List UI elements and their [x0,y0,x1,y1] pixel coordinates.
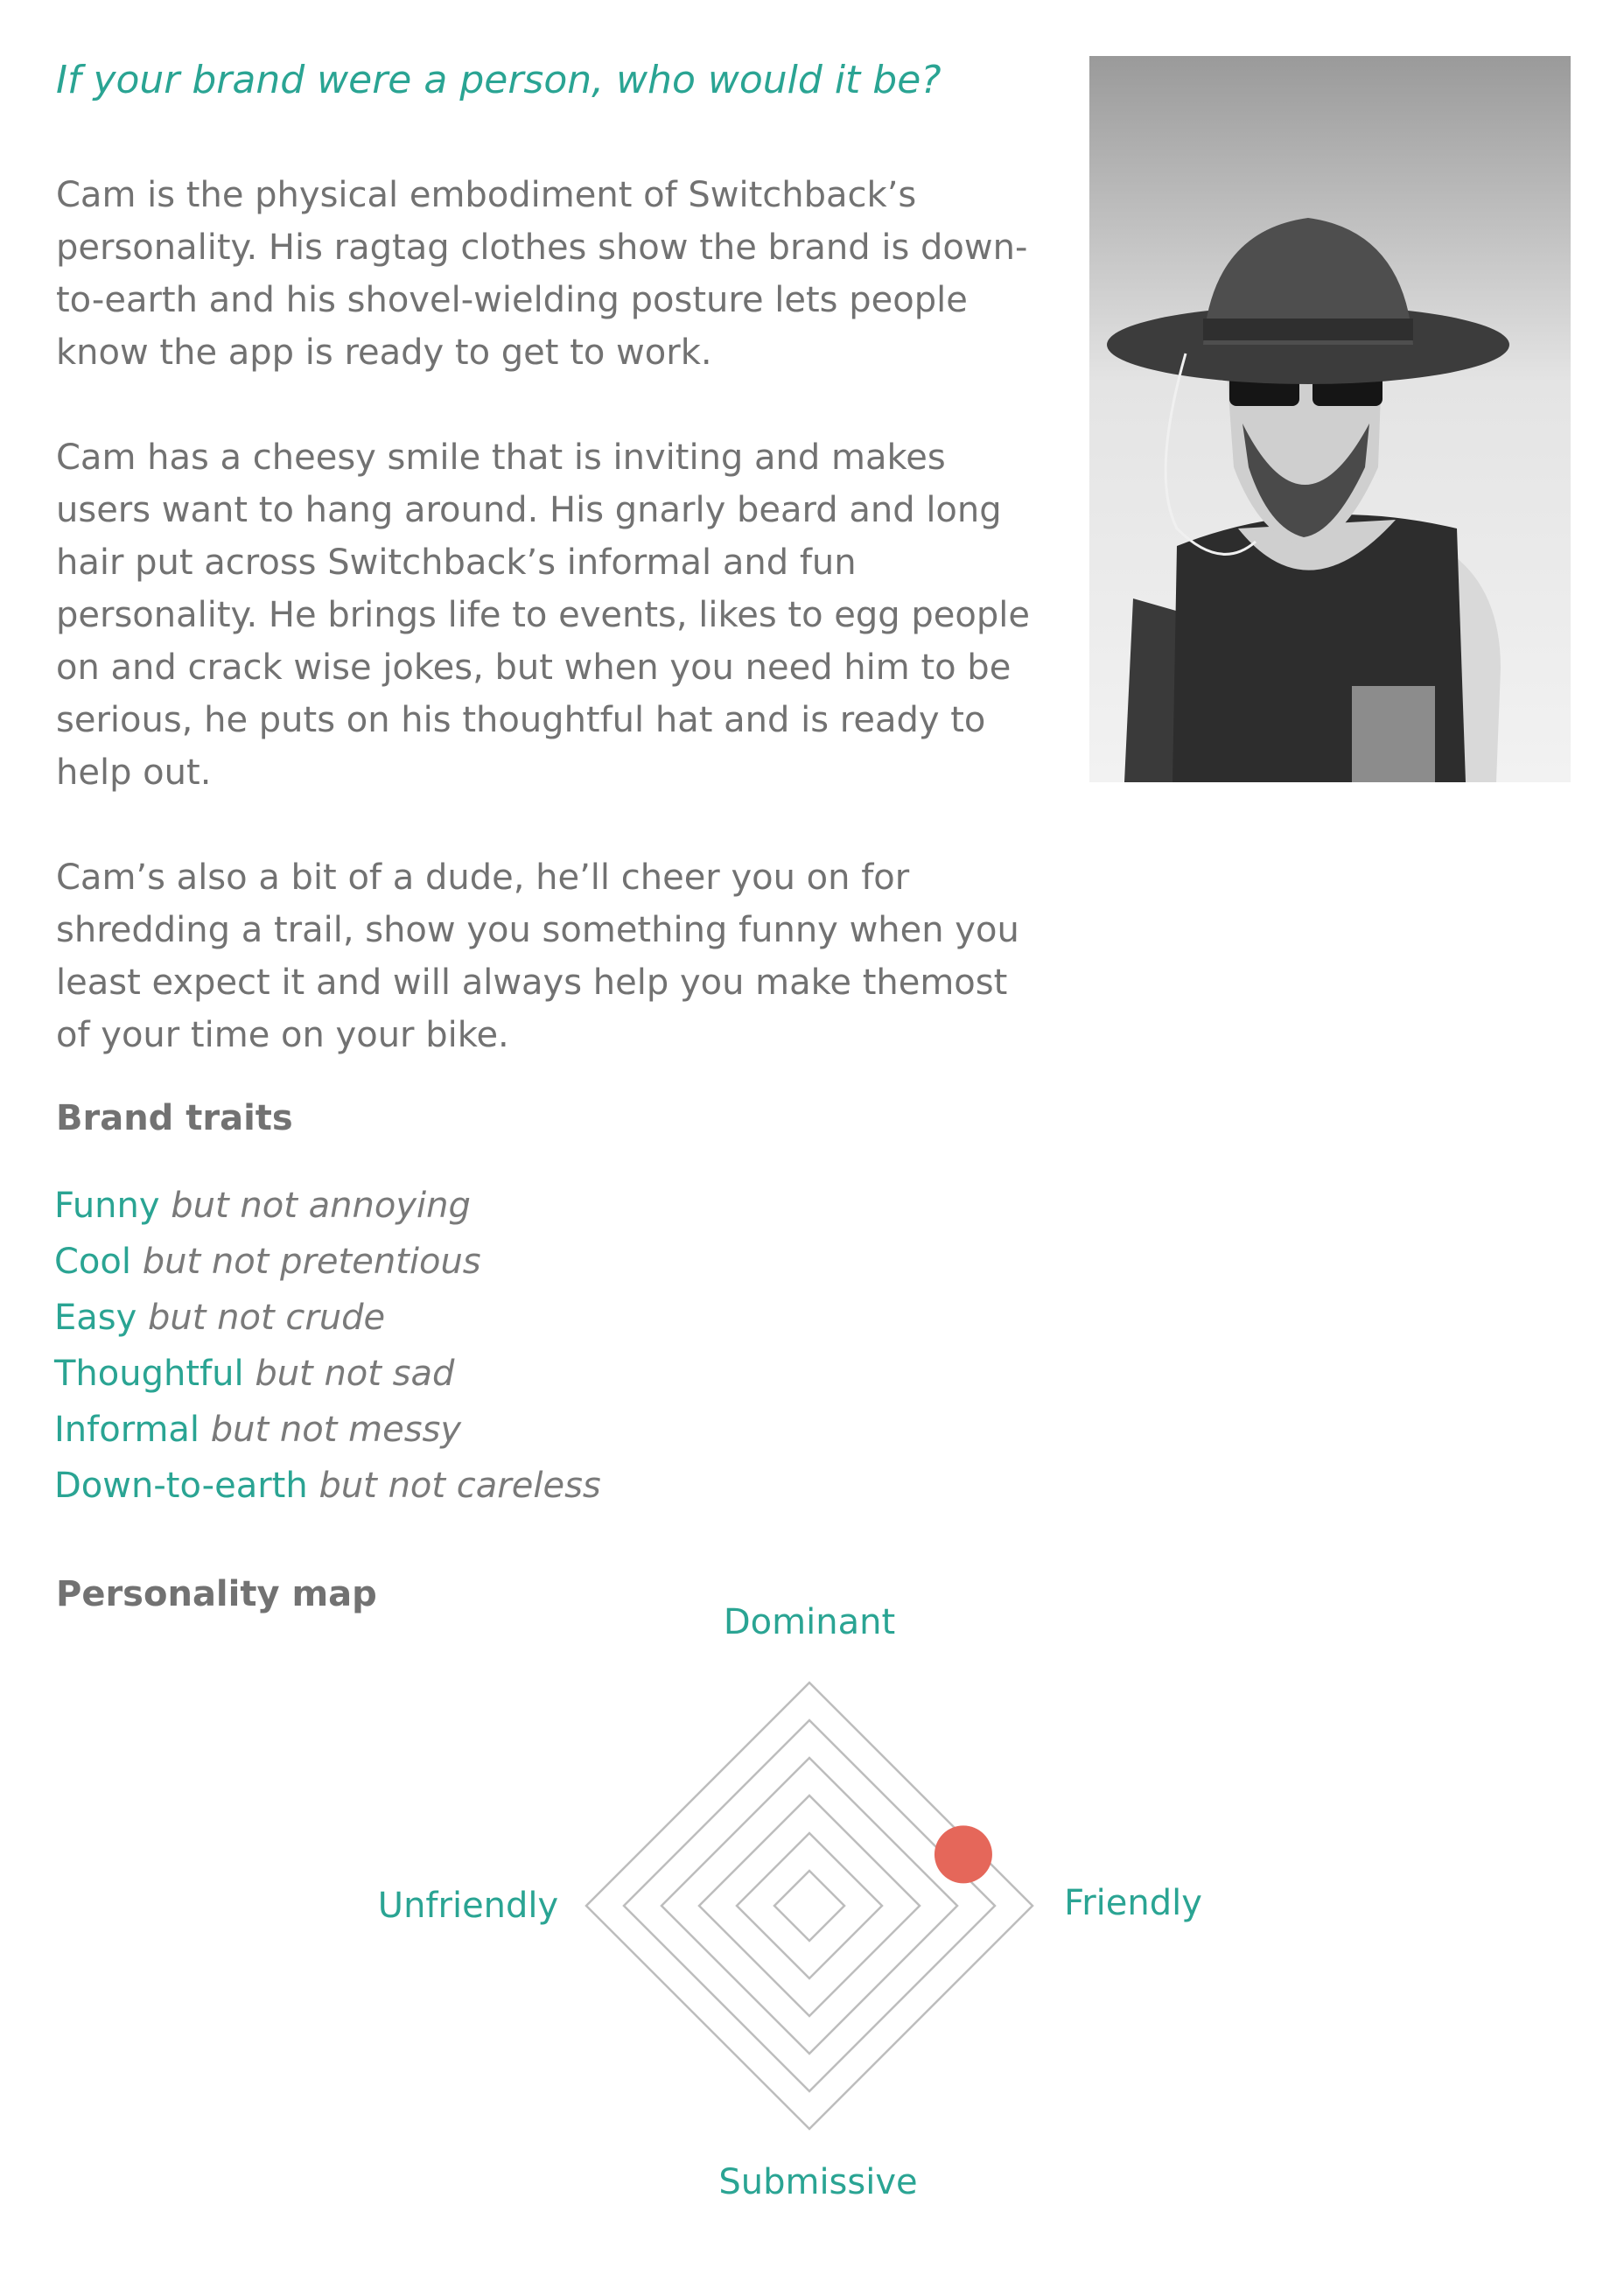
trait-name: Easy [54,1298,137,1338]
trait-name: Funny [54,1186,160,1226]
map-ring [586,1683,1032,2129]
map-ring [624,1720,995,2091]
trait-qualifier: but not annoying [171,1186,471,1226]
trait-qualifier: but not crude [148,1298,386,1338]
map-ring [699,1796,920,2016]
trait-name: Informal [54,1410,200,1450]
map-ring [737,1833,882,1978]
label-submissive: Submissive [718,2162,918,2202]
label-friendly: Friendly [1064,1883,1202,1923]
trait-qualifier: but not messy [210,1410,462,1450]
trait-name: Cool [54,1242,131,1282]
brand-traits-title: Brand traits [56,1098,293,1138]
label-unfriendly: Unfriendly [377,1886,559,1926]
label-dominant: Dominant [723,1602,896,1642]
trait-qualifier: but not sad [255,1354,455,1394]
trait-qualifier: but not careless [318,1466,601,1506]
paragraph: Cam has a cheesy smile that is inviting and makes users want to hang around. His gnarly beard and long hair put across Switchback’s informal and fun personality. He brings life to events, likes to egg people on and crack wise jokes, but when you need him to be serious, he puts on his thoughtful hat and is ready to help out. [56,438,1030,793]
map-ring [774,1871,844,1941]
trait-qualifier: but not pretentious [142,1242,481,1282]
personality-map-title: Personality map [56,1574,377,1614]
trait-name: Thoughtful [54,1354,244,1394]
paragraph: Cam’s also a bit of a dude, he’ll cheer you on for shredding a trail, show you something funny when you least expect it and will always help you make themost of your time on your bike. [56,858,1019,1055]
position-marker [934,1825,992,1883]
map-ring [662,1758,957,2054]
trait-name: Down-to-earth [54,1466,308,1506]
paragraph: Cam is the physical embodiment of Switchback’s personality. His ragtag clothes show the brand is down-to-earth and his shovel-wielding posture lets people know the app is ready to get to work. [56,175,1028,373]
map-rings [586,1683,1032,2129]
page-heading: If your brand were a person, who would it be? [56,58,942,102]
